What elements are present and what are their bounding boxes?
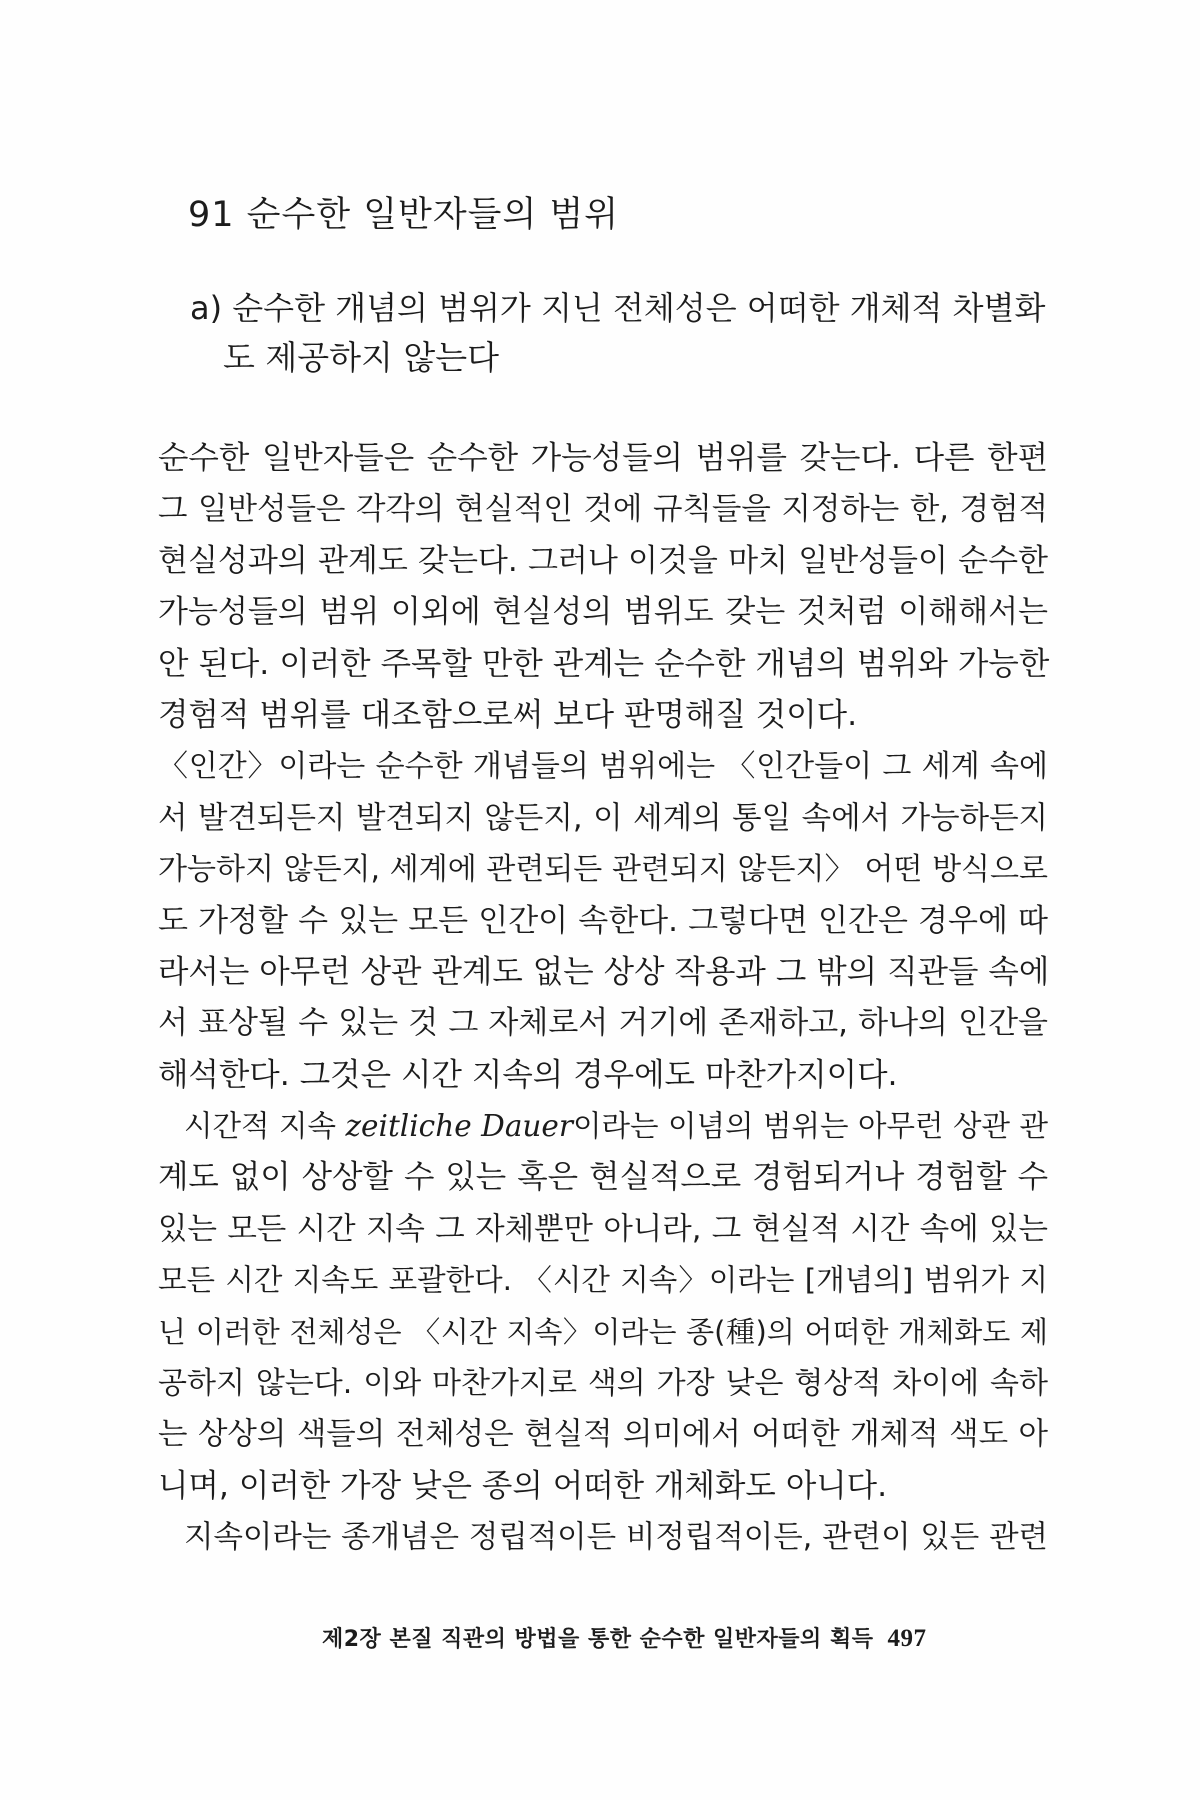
page-number: 497 bbox=[887, 1625, 927, 1652]
body-line: 도 가정할 수 있는 모든 인간이 속한다. 그렇다면 인간은 경우에 따 bbox=[158, 902, 1048, 939]
body-line: 해석한다. 그것은 시간 지속의 경우에도 마찬가지이다. bbox=[158, 1056, 898, 1093]
body-line: 있는 모든 시간 지속 그 자체뿐만 아니라, 그 현실적 시간 속에 있는 bbox=[158, 1211, 1048, 1247]
body-line bbox=[158, 1101, 1048, 1152]
subsection-heading-line: a) 순수한 개념의 범위가 지닌 전체성은 어떠한 개체적 차별화 bbox=[190, 289, 1046, 327]
body-line: 서 발견되든지 발견되지 않든지, 이 세계의 통일 속에서 가능하든지 bbox=[158, 800, 1048, 836]
chapter-title: 제2장 본질 직관의 방법을 통한 순수한 일반자들의 획득 bbox=[322, 1627, 874, 1652]
body-line: 현실성과의 관계도 갖는다. 그러나 이것을 마치 일반성들이 순수한 bbox=[158, 542, 1048, 579]
body-line: 안 된다. 이러한 주목할 만한 관계는 순수한 개념의 범위와 가능한 bbox=[158, 645, 1050, 682]
body-line: 공하지 않는다. 이와 마찬가지로 색의 가장 낮은 형상적 차이에 속하 bbox=[158, 1366, 1048, 1402]
body-text-run: 이라는 이념의 범위는 아무런 상관 관 bbox=[572, 1109, 1048, 1144]
subsection-heading-line: 도 제공하지 않는다 bbox=[223, 338, 500, 377]
body-line: 경험적 범위를 대조함으로써 보다 판명해질 것이다. bbox=[158, 696, 858, 733]
section-heading: 91 순수한 일반자들의 범위 bbox=[188, 195, 620, 235]
body-line: 가능성들의 범위 이외에 현실성의 범위도 갖는 것처럼 이해해서는 bbox=[158, 594, 1048, 631]
body-line: 모든 시간 지속도 포괄한다. 〈시간 지속〉이라는 [개념의] 범위가 지 bbox=[158, 1263, 1048, 1298]
body-line: 는 상상의 색들의 전체성은 현실적 의미에서 어떠한 개체적 색도 아 bbox=[158, 1417, 1048, 1453]
body-line: 순수한 일반자들은 순수한 가능성들의 범위를 갖는다. 다른 한편 bbox=[158, 440, 1048, 476]
subsection-heading bbox=[190, 283, 1050, 383]
body-line: 계도 없이 상상할 수 있는 혹은 현실적으로 경험되거나 경험할 수 bbox=[158, 1159, 1048, 1196]
body-line: 서 표상될 수 있는 것 그 자체로서 거기에 존재하고, 하나의 인간을 bbox=[158, 1005, 1048, 1042]
body-line: 닌 이러한 전체성은 〈시간 지속〉이라는 종(種)의 어떠한 개체화도 제 bbox=[158, 1314, 1048, 1349]
body-line: 라서는 아무런 상관 관계도 없는 상상 작용과 그 밖의 직관들 속에 bbox=[158, 953, 1050, 990]
body-line: 니며, 이러한 가장 낮은 종의 어떠한 개체화도 아니다. bbox=[158, 1467, 888, 1504]
german-term: zeitliche Dauer bbox=[345, 1109, 573, 1144]
body-text-run: 시간적 지속 bbox=[184, 1109, 346, 1144]
body-text bbox=[158, 433, 1048, 1564]
body-line: 가능하지 않든지, 세계에 관련되든 관련되지 않든지〉 어떤 방식으로 bbox=[158, 852, 1048, 888]
body-line: 〈인간〉이라는 순수한 개념들의 범위에는 〈인간들이 그 세계 속에 bbox=[158, 749, 1048, 785]
running-footer bbox=[322, 1622, 926, 1653]
body-line: 지속이라는 종개념은 정립적이든 비정립적이든, 관련이 있든 관련 bbox=[184, 1520, 1048, 1556]
body-line: 그 일반성들은 각각의 현실적인 것에 규칙들을 지정하는 한, 경험적 bbox=[158, 492, 1048, 528]
